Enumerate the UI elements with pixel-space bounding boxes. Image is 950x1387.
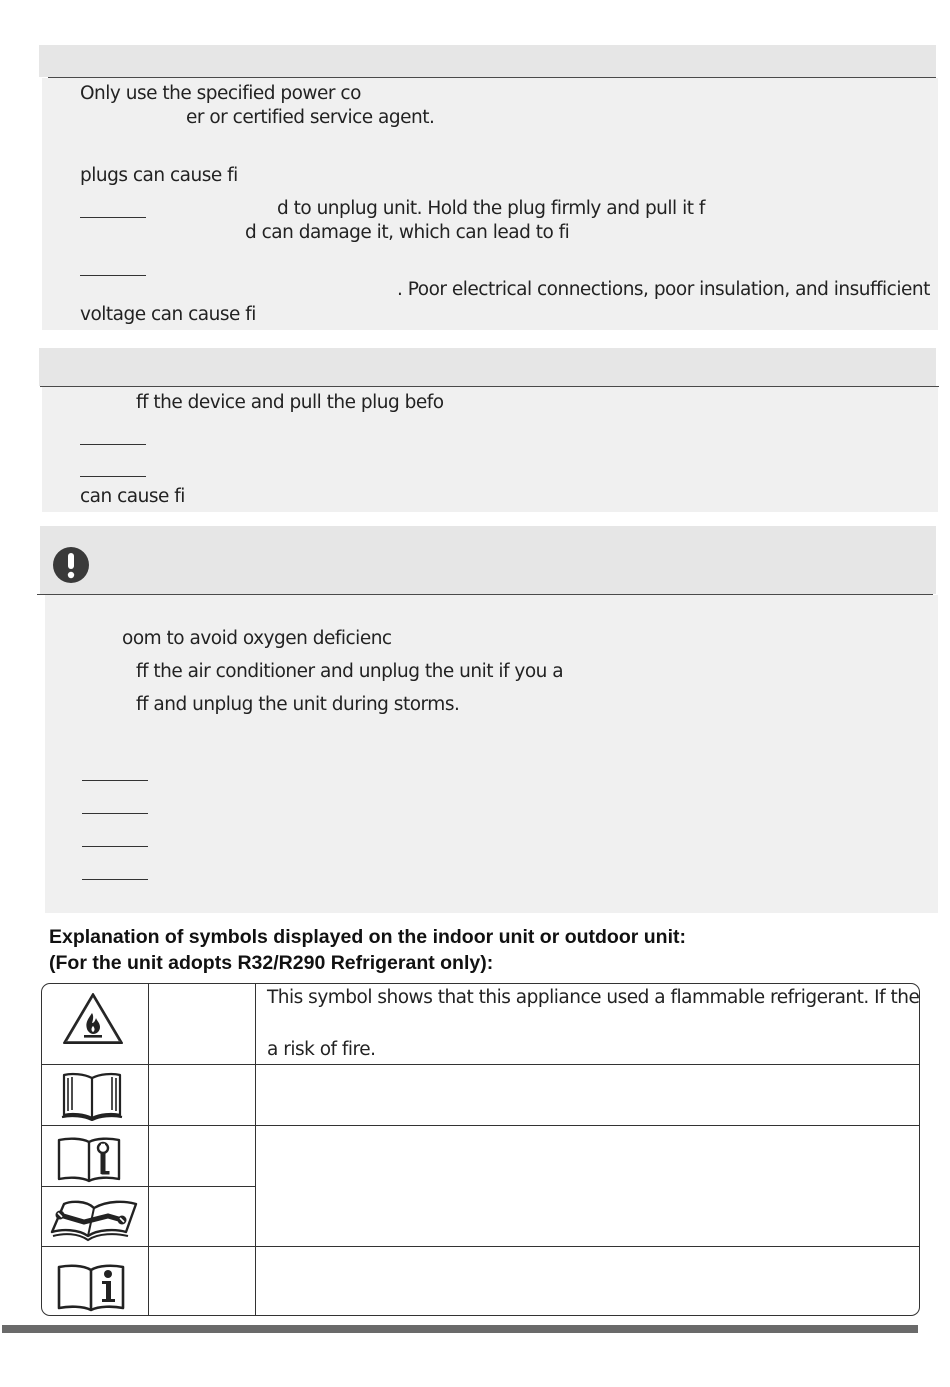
section2-blank-line-1: [80, 444, 146, 445]
information-manual-icon: [57, 1262, 125, 1312]
section2-line-1: ff the device and pull the plug befo: [136, 392, 444, 413]
table-row-divider-1: [42, 1064, 919, 1065]
table-row-divider-4: [42, 1246, 919, 1247]
section1-line-2: er or certified service agent.: [186, 107, 435, 128]
section3-blank-line-3: [82, 846, 148, 847]
service-manual-icon: [57, 1135, 121, 1183]
section3-line-3: ff and unplug the unit during storms.: [136, 694, 460, 715]
table-col-divider-2: [255, 984, 256, 1316]
technical-manual-icon: [50, 1196, 138, 1242]
section1-blank-line-1: [80, 217, 146, 218]
page-footer-bar: [2, 1325, 918, 1333]
section3-blank-line-4: [82, 879, 148, 880]
exclamation-circle-icon: [52, 546, 90, 584]
section1-line-6: . Poor electrical connections, poor insulation, and insufficient: [397, 279, 930, 300]
table-row-divider-2: [42, 1125, 919, 1126]
section2-blank-line-2: [80, 476, 146, 477]
table-row-divider-3: [42, 1186, 255, 1187]
section1-header-band: [39, 45, 936, 77]
section1-line-4: d to unplug unit. Hold the plug firmly and pull it f: [277, 198, 705, 219]
section1-line-1: Only use the specified power co: [80, 83, 361, 104]
section3-line-1: oom to avoid oxygen deficienc: [122, 628, 392, 649]
symbols-heading-line-2: (For the unit adopts R32/R290 Refrigerant only):: [49, 952, 494, 974]
section1-line-3: plugs can cause fi: [80, 165, 238, 186]
table-col-divider-1: [148, 984, 149, 1316]
section3-blank-line-2: [82, 813, 148, 814]
section1-line-7: voltage can cause fi: [80, 304, 256, 325]
section1-blank-line-2: [80, 275, 146, 276]
section3-header-band: [40, 526, 936, 594]
symbols-table: [41, 983, 920, 1316]
symbols-heading-line-1: Explanation of symbols displayed on the indoor unit or outdoor unit:: [49, 926, 686, 948]
table-row-1-description-line-1: This symbol shows that this appliance used a flammable refrigerant. If the: [267, 987, 920, 1008]
section3-blank-line-1: [82, 780, 148, 781]
section2-line-2: can cause fi: [80, 486, 185, 507]
flammable-warning-icon: [61, 991, 125, 1047]
section3-line-2: ff the air conditioner and unplug the unit if you a: [136, 661, 564, 682]
section1-line-5: d can damage it, which can lead to fi: [245, 222, 570, 243]
operation-manual-icon: [60, 1069, 124, 1121]
table-row-1-description-line-2: a risk of fire.: [267, 1039, 376, 1060]
section2-header-band: [39, 348, 936, 386]
